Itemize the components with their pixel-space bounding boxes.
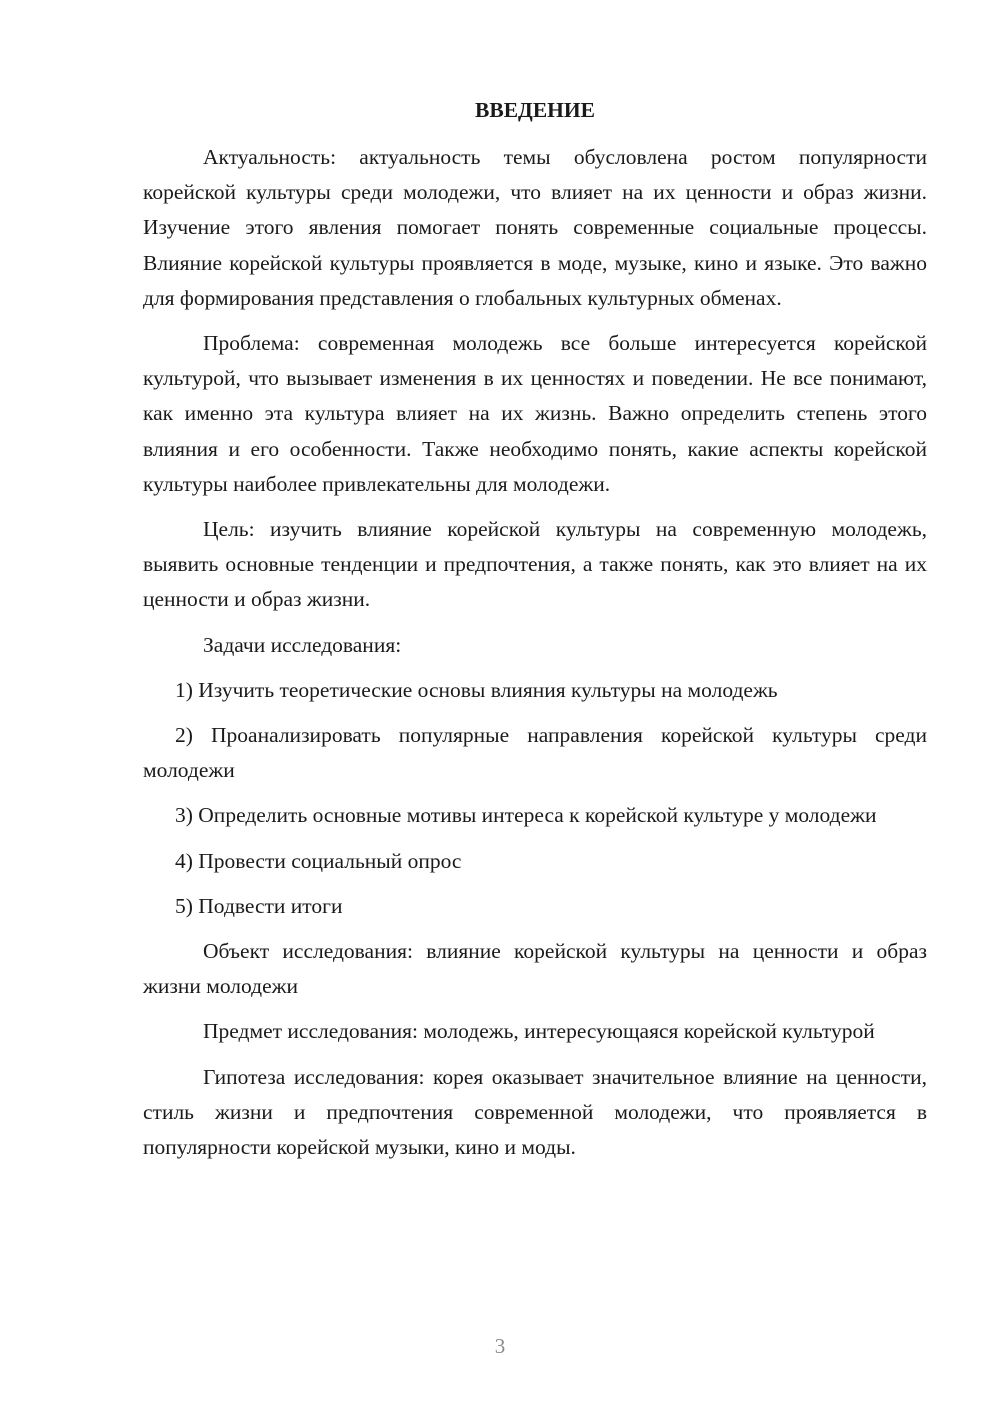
tasks-heading: Задачи исследования: [203, 632, 402, 657]
task-item-1: 1) Изучить теоретические основы влияния культуры на молодежь [175, 677, 778, 702]
subject-paragraph: Предмет исследования: молодежь, интересующаяся корейской культурой [203, 1019, 875, 1044]
task-item-2: 2) Проанализировать популярные направления корейской культуры среди молодежи [143, 723, 927, 783]
relevance-paragraph: Актуальность: актуальность темы обусловлена ростом популярности корейской культуры среди молодежи, что влияет на их ценности и образ жизни. Изучение этого явления помогает понять современные социальные процессы. Влияние корейской культуры проявляется в моде, музыке, кино и языке. Это важно для формирования представления о глобальных культурных обменах. [143, 145, 927, 310]
task-item-3: 3) Определить основные мотивы интереса к корейской культуре у молодежи [175, 803, 877, 828]
object-paragraph: Объект исследования: влияние корейской культуры на ценности и образ жизни молодежи [143, 939, 927, 999]
task-item-4: 4) Провести социальный опрос [175, 848, 462, 873]
problem-paragraph: Проблема: современная молодежь все больше интересуется корейской культурой, что вызывает изменения в их ценностях и поведении. Не все понимают, как именно эта культура влияет на их жизнь. Важно определить степень этого влияния и его особенности. Также необходимо понять, какие аспекты корейской культуры наиболее привлекательны для молодежи. [143, 331, 927, 496]
task-item-5: 5) Подвести итоги [175, 893, 343, 918]
document-page [143, 92, 927, 1175]
section-title: ВВЕДЕНИЕ [475, 98, 595, 122]
page-number: 3 [494, 1334, 506, 1358]
goal-paragraph: Цель: изучить влияние корейской культуры на современную молодежь, выявить основные тенденции и предпочтения, а также понять, как это влияет на их ценности и образ жизни. [143, 517, 927, 612]
hypothesis-paragraph: Гипотеза исследования: корея оказывает значительное влияние на ценности, стиль жизни и предпочтения современной молодежи, что проявляется в популярности корейской музыки, кино и моды. [143, 1064, 927, 1160]
